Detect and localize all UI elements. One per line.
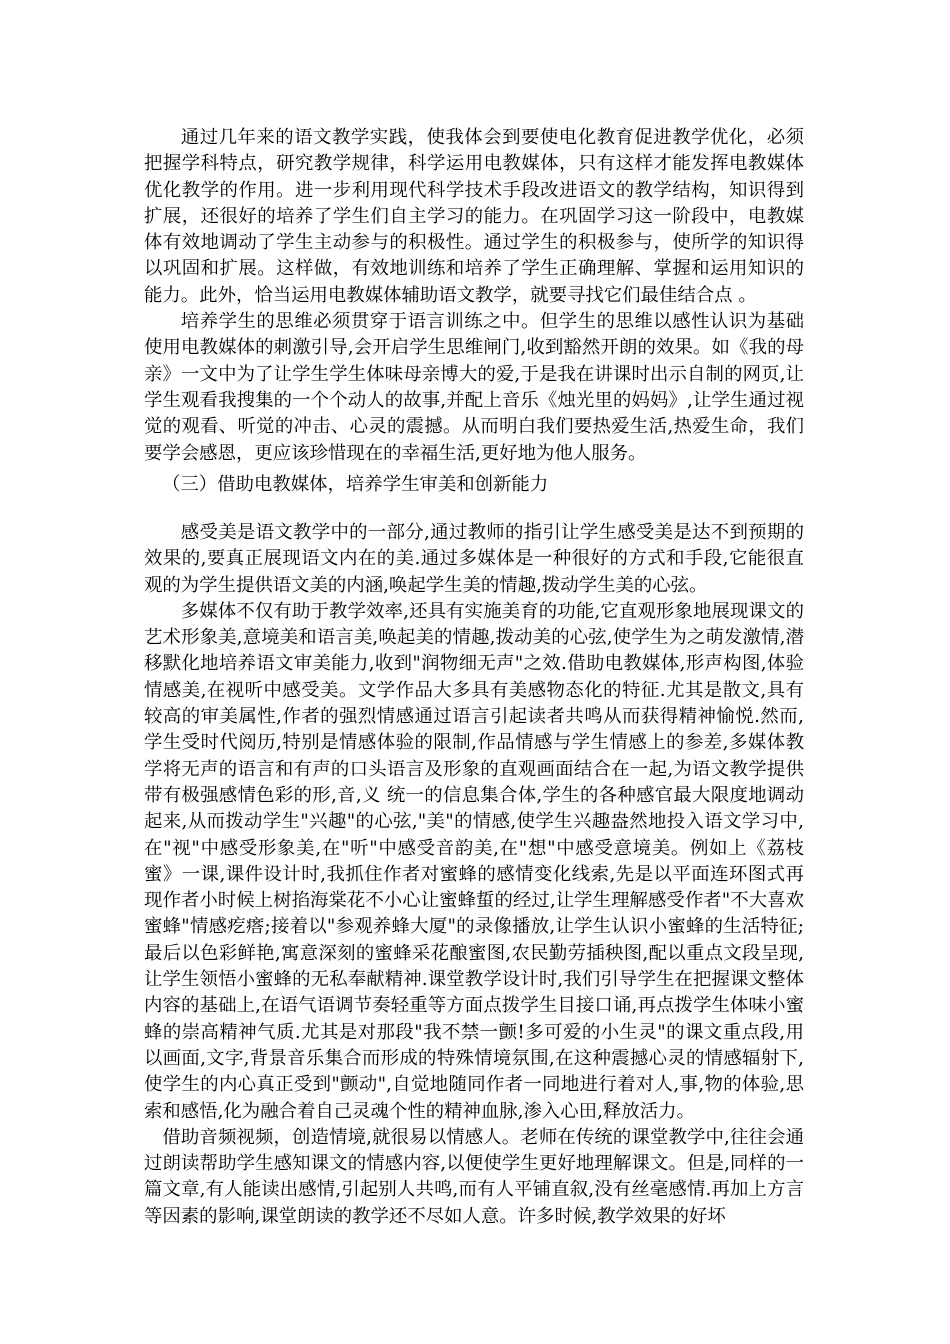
body-text-lower (144, 520, 804, 1230)
paragraph-feeling-beauty: 感受美是语文教学中的一部分,通过教师的指引让学生感受美是达不到预期的效果的,要真正展现语文内在的美.通过多媒体是一种很好的方式和手段,它能很直观的为学生提供语文美的内涵,唤起学生美的情趣,拨动学生美的心弦。 (144, 522, 804, 596)
paragraph-av-media-optimization: 通过几年来的语文教学实践，使我体会到要使电化教育促进教学优化，必须把握学科特点，研究教学规律，科学运用电教媒体，只有这样才能发挥电教媒体优化教学的作用。进一步利用现代科学技术手段改进语文的教学结构，知识得到扩展，还很好的培养了学生们自主学习的能力。在巩固学习这一阶段中，电教媒体有效地调动了学生主动参与的积极性。通过学生的积极参与，使所学的知识得以巩固和扩展。这样做，有效地训练和培养了学生正确理解、掌握和运用知识的能力。此外，恰当运用电教媒体辅助语文教学，就要寻找它们最佳结合点 。 (144, 127, 804, 306)
section-heading: （三）借助电教媒体，培养学生审美和创新能力 (162, 474, 549, 495)
paragraph-thinking-training: 培养学生的思维必须贯穿于语言训练之中。但学生的思维以感性认识为基础使用电教媒体的刺激引导,会开启学生思维闸门,收到豁然开朗的效果。如《我的母亲》一文中为了让学生学生体味母亲博大的爱,于是我在讲课时出示自制的网页,让学生观看我搜集的一个个动人的故事,并配上音乐《烛光里的妈妈》,让学生通过视觉的观看、听觉的冲击、心灵的震撼。从而明白我们要热爱生活,热爱生命，我们要学会感恩，更应该珍惜现在的幸福生活,更好地为他人服务。 (144, 311, 804, 464)
paragraph-multimedia-aesthetics: 多媒体不仅有助于教学效率,还具有实施美育的功能,它直观形象地展现课文的艺术形象美,意境美和语言美,唤起美的情趣,拨动美的心弦,使学生为之萌发激情,潜移默化地培养语文审美能力,收到"润物细无声"之效.借助电教媒体,形声构图,体验情感美,在视听中感受美。文学作品大多具有美感物态化的特征.尤其是散文,具有较高的审美属性,作者的强烈情感通过语言引起读者共鸣从而获得精神愉悦.然而,学生受时代阅历,特别是情感体验的限制,作品情感与学生情感上的参差,多媒体教学将无声的语言和有声的口头语言及形象的直观画面结合在一起,为语文教学提供带有极强感情色彩的形,音,义 统一的信息集合体,学生的各种感官最大限度地调动起来,从而拨动学生"兴趣"的心弦,"美"的情感,使学生兴趣盎然地投入语文学习中,在"视"中感受形象美,在"听"中感受音韵美,在"想"中感受意境美。例如上《荔枝蜜》一课,课件设计时,我抓住作者对蜜蜂的感情变化线索,先是以平面连环图式再现作者小时候上树掐海棠花不小心让蜜蜂蜇的经过,让学生理解感受作者"不大喜欢蜜蜂"情感疙瘩;接着以"参观养蜂大厦"的录像播放,让学生认识小蜜蜂的生活特征;最后以色彩鲜艳,寓意深刻的蜜蜂采花酿蜜图,农民勤劳插秧图,配以重点文段呈现,让学生领悟小蜜蜂的无私奉献精神.课堂教学设计时,我们引导学生在把握课文整体内容的基础上,在语气语调节奏轻重等方面点拨学生目接口诵,再点拨学生体味小蜜蜂的崇高精神气质.尤其是对那段"我不禁一颤!多可爱的小生灵"的课文重点段,用以画面,文字,背景音乐集合而形成的特殊情境氛围,在这种震撼心灵的情感辐射下,使学生的内心真正受到"颤动",自觉地随同作者一同地进行着对人,事,物的体验,思索和感悟,化为融合着自己灵魂个性的精神血脉,渗入心田,释放活力。 (144, 600, 804, 1122)
section-heading-block (144, 472, 804, 498)
body-text-upper (144, 125, 804, 467)
paragraph-audio-video-situation: 借助音频视频，创造情境,就很易以情感人。老师在传统的课堂教学中,往往会通过朗读帮助学生感知课文的情感内容,以便使学生更好地理解课文。但是,同样的一篇文章,有人能读出感情,引起别人共鸣,而有人平铺直叙,没有丝毫感情.再加上方言等因素的影响,课堂朗读的教学还不尽如人意。许多时候,教学效果的好坏 (144, 1126, 804, 1227)
